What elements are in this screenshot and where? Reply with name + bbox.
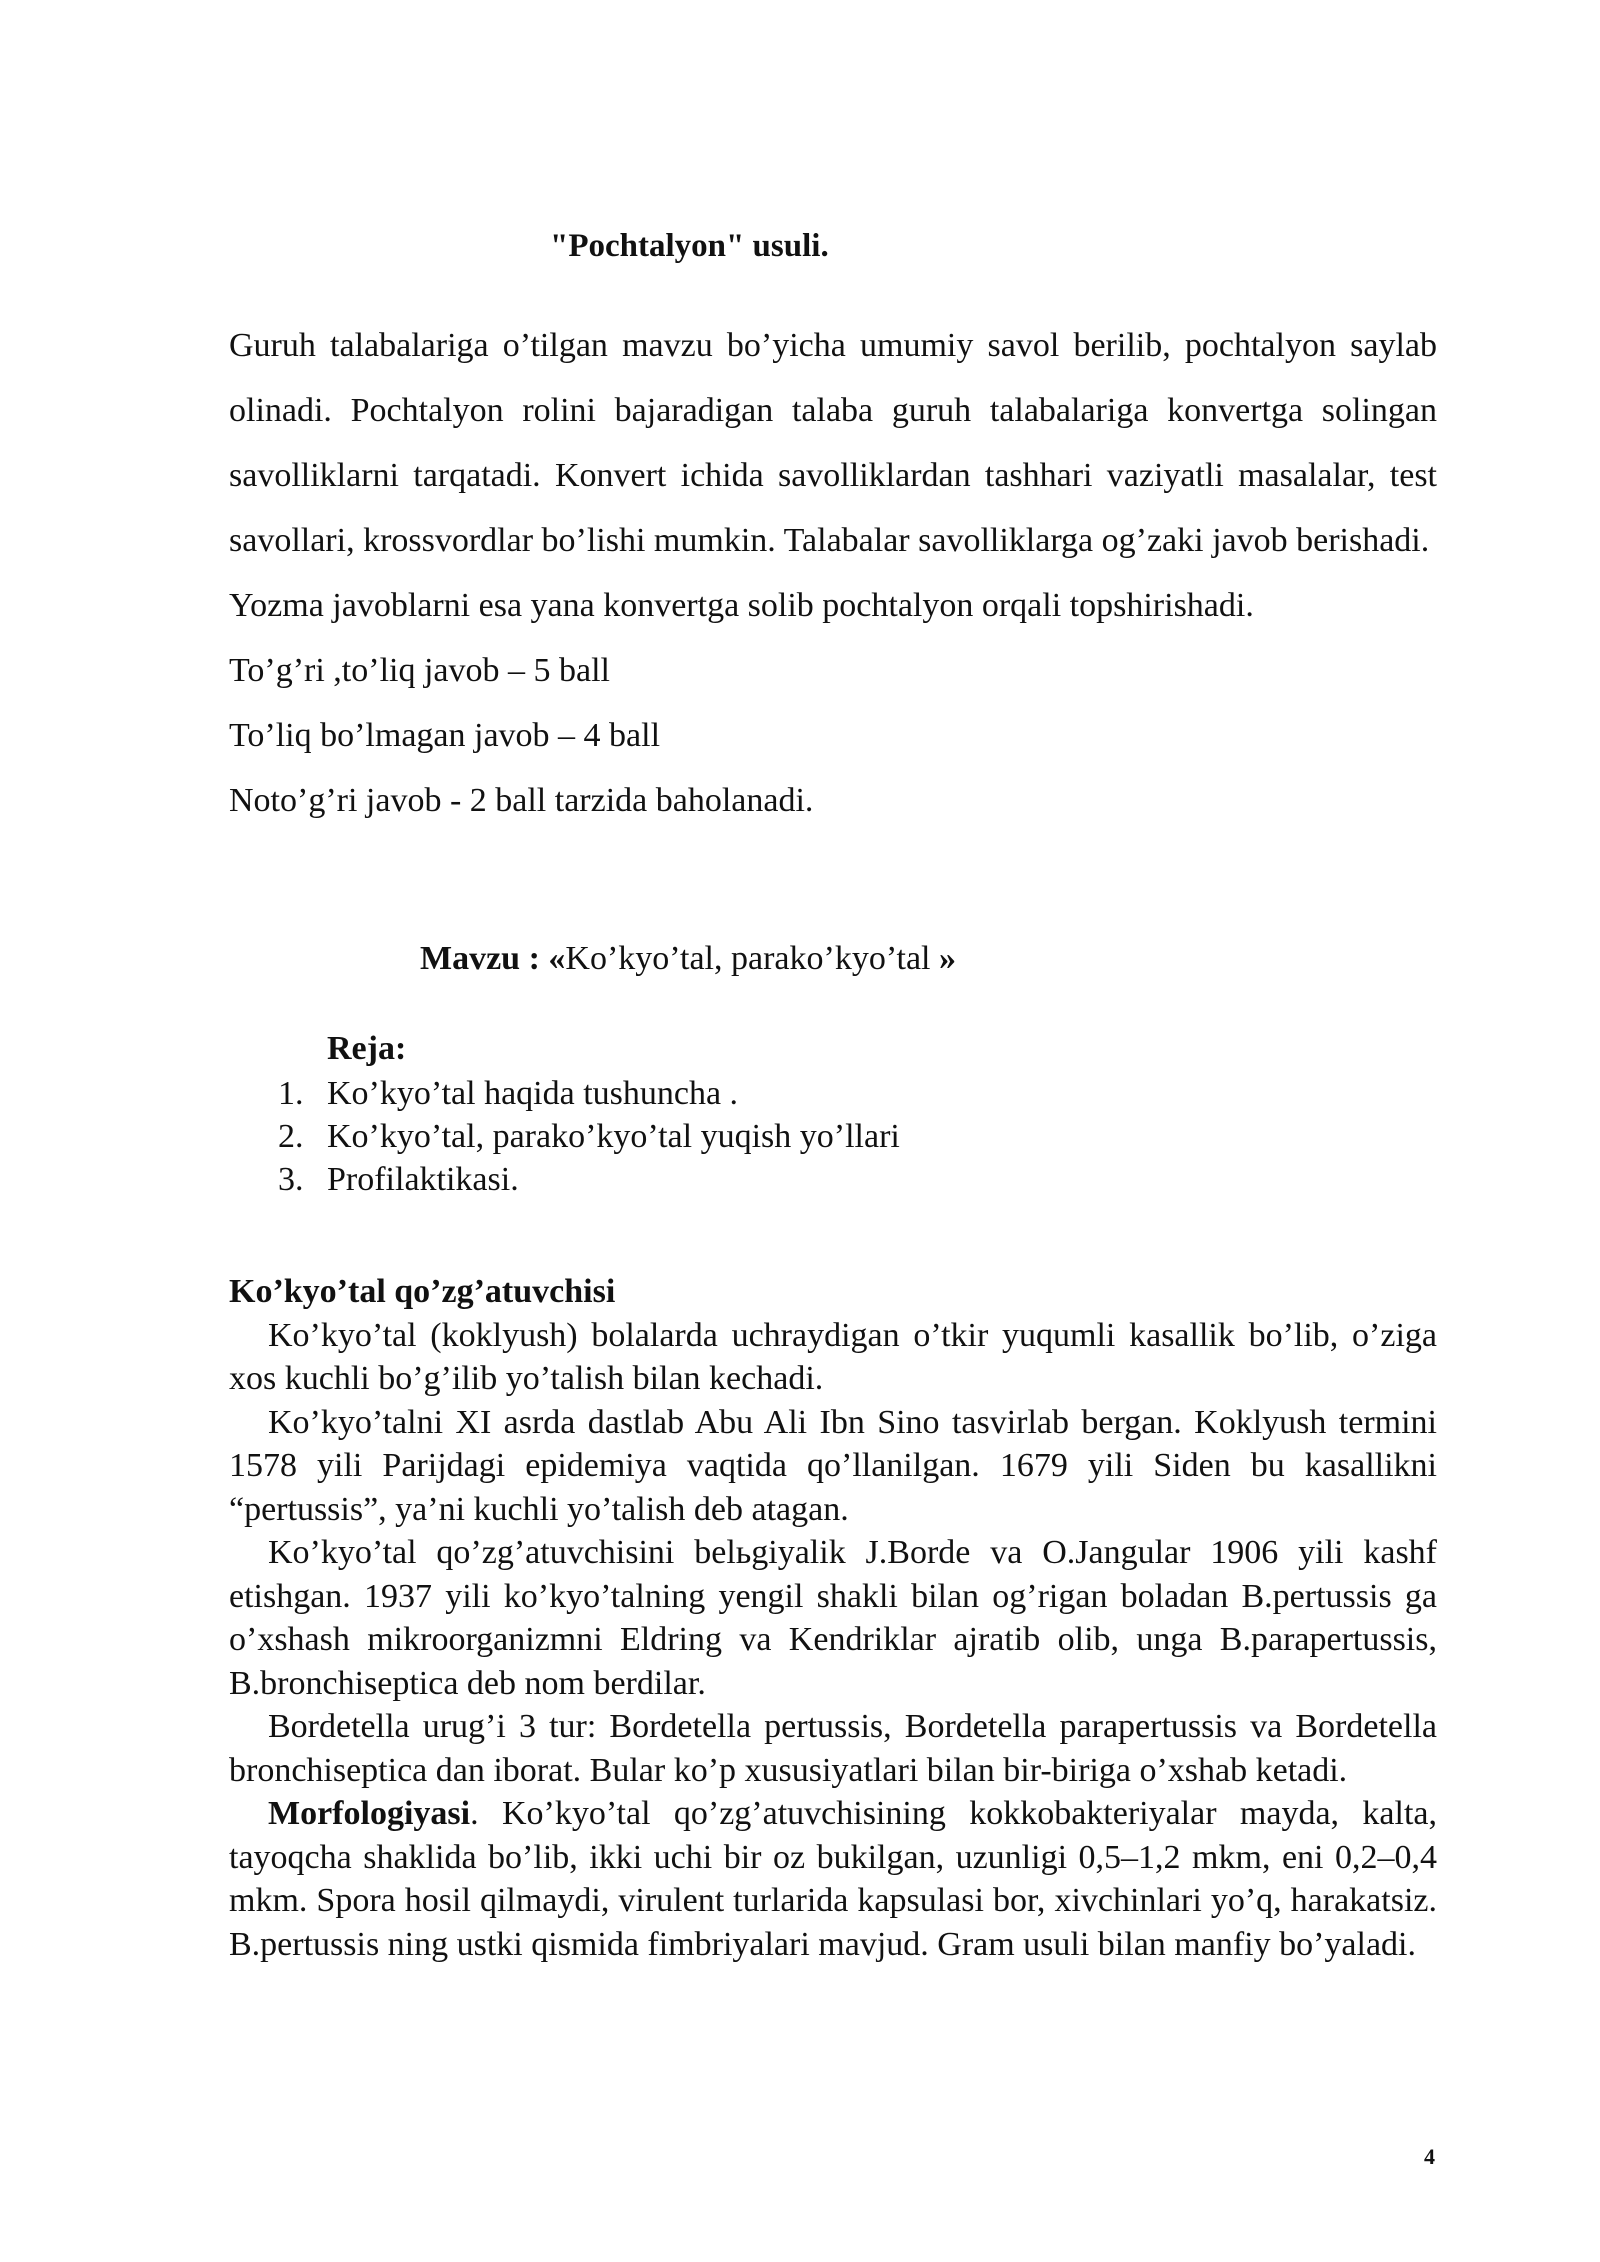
pathogen-section — [229, 1270, 1437, 1966]
method-paragraph: Guruh talabalariga o’tilgan mavzu bo’yicha umumiy savol berilib, pochtalyon saylab olinadi. Pochtalyon rolini bajaradigan talaba guruh talabalariga konvertga solingan savolliklarni tarqatadi. Konvert ichida savolliklardan tashhari vaziyatli masalalar, test savollari, krossvordlar bo’lishi mumkin. Talabalar savolliklarga og’zaki javob berishadi. — [229, 327, 1437, 559]
topic-name: Ko’kyo’tal, parako’kyo’tal — [565, 940, 940, 977]
method-description — [229, 313, 1437, 833]
topic-close: » — [939, 940, 957, 977]
written-answers-line: Yozma javoblarni esa yana konvertga solib pochtalyon orqali topshirishadi. — [229, 587, 1254, 624]
grade-full-line: To’g’ri ,to’liq javob – 5 ball — [229, 652, 610, 689]
plan-item — [278, 1072, 900, 1115]
topic-label: Mavzu : « — [420, 940, 566, 977]
plan-item-text: Ko’kyo’tal haqida tushuncha . — [327, 1075, 739, 1112]
plan-list — [278, 1072, 900, 1201]
grade-partial-line: To’liq bo’lmagan javob – 4 ball — [229, 717, 661, 754]
plan-item-text: Profilaktikasi. — [327, 1161, 519, 1198]
plan-item-number: 3. — [278, 1161, 304, 1198]
plan-item-number: 2. — [278, 1118, 304, 1155]
grade-wrong-line: Noto’g’ri javob - 2 ball tarzida baholanadi. — [229, 782, 814, 819]
morphology-text: . Ko’kyo’tal qo’zg’atuvchisining kokkobakteriyalar mayda, kalta, tayoqcha shaklida bo’lib, ikki uchi bir oz bukilgan, uzunligi 0,5–1,2 mkm, eni 0,2–0,4 mkm. Spora hosil qilmaydi, virulent turlarida kapsulasi bor, xivchinlari yo’q, harakatsiz. B.pertussis ning ustki qismida fimbriyalari mavjud. Gram usuli bilan manfiy bo’yaladi. — [229, 1795, 1437, 1963]
page-number: 4 — [1424, 2144, 1435, 2169]
plan-title: Reja: — [327, 1030, 407, 1067]
pathogen-heading: Ko’kyo’tal qo’zg’atuvchisi — [229, 1273, 616, 1310]
morphology-paragraph — [229, 1792, 1437, 1966]
plan-item — [278, 1158, 900, 1201]
pathogen-paragraph-1: Ko’kyo’tal (koklyush) bolalarda uchraydigan o’tkir yuqumli kasallik bo’lib, o’ziga xos kuchli bo’g’ilib yo’talish bilan kechadi. — [229, 1316, 1437, 1397]
plan-item — [278, 1115, 900, 1158]
morphology-term: Morfologiyasi — [268, 1795, 471, 1832]
plan-item-number: 1. — [278, 1075, 304, 1112]
pathogen-paragraph-4: Bordetella urug’i 3 tur: Bordetella pertussis, Bordetella parapertussis va Bordetella bronchiseptica dan iborat. Bular ko’p xususiyatlari bilan bir-biriga o’xshab ketadi. — [229, 1708, 1437, 1789]
pathogen-paragraph-2: Ko’kyo’talni XI asrda dastlab Abu Ali Ibn Sino tasvirlab bergan. Koklyush termini 1578 yili Parijdagi epidemiya vaqtida qo’llanilgan. 1679 yili Siden bu kasallikni “pertussis”, ya’ni kuchli yo’talish deb atagan. — [229, 1403, 1437, 1528]
plan-item-text: Ko’kyo’tal, parako’kyo’tal yuqish yo’llari — [327, 1118, 900, 1155]
pathogen-paragraph-3: Ko’kyo’tal qo’zg’atuvchisini belьgiyalik J.Borde va O.Jangular 1906 yili kashf etishgan. 1937 yili ko’kyo’talning yengil shakli bilan og’rigan boladan B.pertussis ga o’xshash mikroorganizmni Eldring va Kendriklar ajratib olib, unga B.parapertussis, B.bronchiseptica deb nom berdilar. — [229, 1534, 1437, 1702]
topic-line — [420, 940, 956, 978]
section-title: "Pochtalyon" usuli. — [550, 228, 829, 264]
